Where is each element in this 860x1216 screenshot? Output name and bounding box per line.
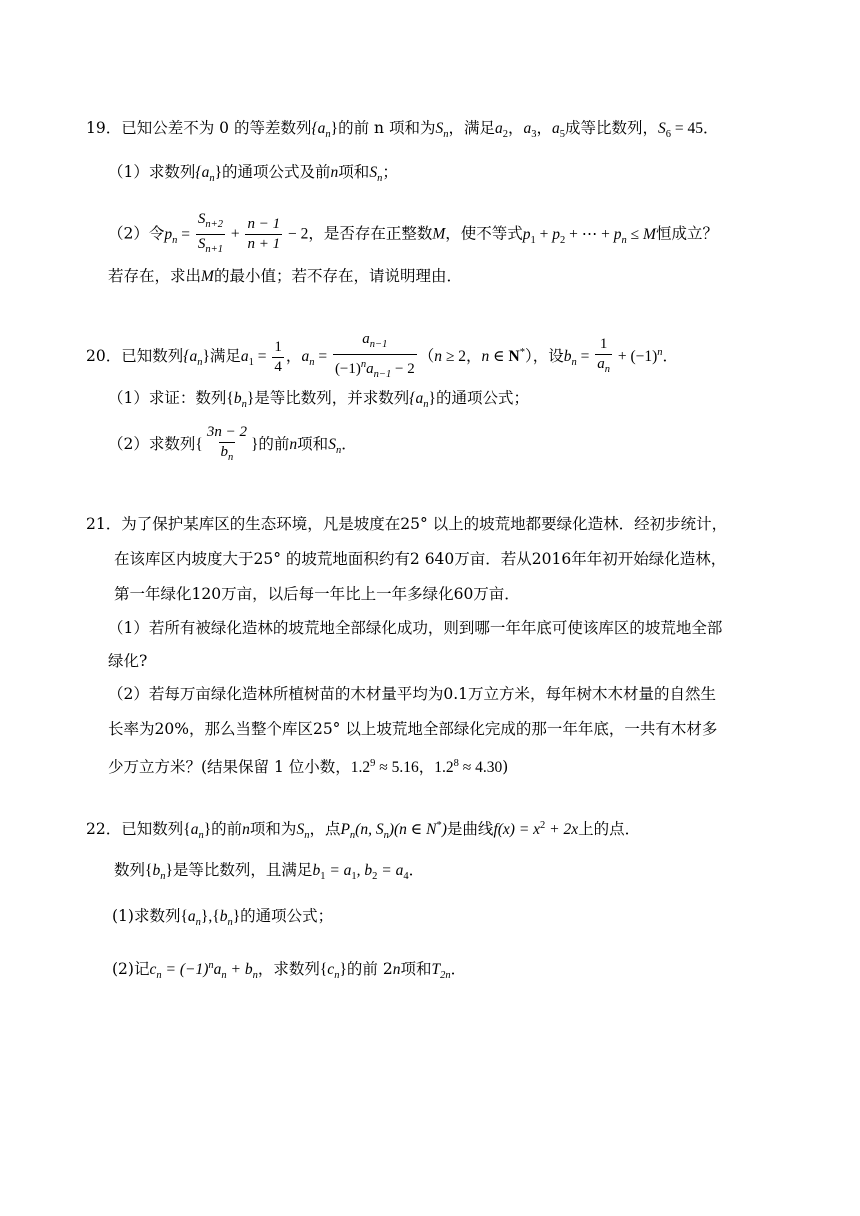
math: $S_n$ [328,436,342,456]
math: n ∈ N* [481,347,525,365]
problem-20-q2: （2）求数列{ $\frac{3n - 2}{b_n}$ }的前n项和$S_n$． [108,422,357,473]
text: ，使不等式 [445,224,523,243]
problem-22-q1 [112,904,333,935]
math: $S_6 = 45$ [658,120,704,140]
math: $b_n$ = [563,348,594,368]
text: ，是否存在正整数 [308,224,433,243]
text: 的最小值；若不存在，请说明理由． [213,267,462,285]
problem-22-line1 [86,814,640,848]
math: $c_n = (-1)^na_n + b_n$ [149,960,258,981]
math: n [242,821,250,838]
text: （2）求数列 [108,435,196,453]
text: 是等比数列，并求数列 [254,389,410,407]
math: $a_3$ [523,120,537,140]
text: ，点 [309,820,341,838]
math: $a_2$ [494,120,508,140]
math: $f(x) = x^2 + 2x$ [493,820,579,838]
text: 成等比数列， [565,119,659,137]
text: （2）若每万亩绿化造林所植树苗的木材量平均为0.1万立方米，每年树木木材量的自然生 [108,685,717,703]
fraction: $\frac{3n - 2}{b_n}$ [205,423,249,467]
math: $\{a_n\}$ [183,348,210,368]
math: n [289,436,298,453]
math: $\{a_n\},\{b_n\}$ [180,908,241,928]
math: $S_n$ [369,164,383,184]
text: (2)记 [112,960,150,978]
math: n [330,164,339,181]
text: 满足 [209,347,241,365]
problem-19-line1: 19．已知公差不为 0 的等差数列$\{a_n\}$的前 n 项和为$S_n$，满足$a_2$，$a_3$，$a_5$成等比数列，$S_6 = 45$． [86,119,719,140]
math: $\{c_n\}$ [319,961,347,981]
text: 的通项公式； [240,907,334,925]
math: $\{b_n\}$ [226,390,255,410]
problem-21-line2 [114,547,726,571]
problem-21-q1-line2 [108,649,147,673]
text: ，求数列 [257,960,320,978]
problem-21-q2-line2 [108,717,717,741]
math: $S_n$ [296,821,310,841]
text: 上的点． [578,820,641,838]
fraction: $\frac{S_{n+2}}{S_{n+1}}$ [196,210,225,259]
text: 数列 [114,861,146,879]
math: n [392,961,401,978]
math: $\{b_n\}$ [145,862,173,882]
text: （2）令 [108,224,165,243]
fraction: $\frac{a_{n-1}}{(-1)^na_{n-1} - 2}$ [333,330,417,384]
problem-19-q2: （2）令$p_n$ = $\frac{S_{n+2}}{S_{n+1}}$ + $\frac{n - 1}{n + 1}$ − 2，是否存在正整数M，使不等式$p_1 + p_2$ + ⋯ + $p_n \le M$恒成立？ [108,210,718,263]
text: 少万立方米？(结果保留 1 位小数， [108,758,351,776]
problem-19-q2-line2 [108,264,462,289]
text: （1）求证：数列 [108,389,227,407]
problem-21-q2-line1 [108,682,716,706]
math: $1.2^9 \approx 5.16$，$1.2^8 \approx 4.30$ [350,758,503,776]
fraction: $\frac{1}{a_n}$ [595,335,612,379]
math: $P_n(n$, $S_n)(n$ ∈ N*) [340,820,447,841]
problem-19-q1: （1）求数列$\{a_n\}$的通项公式及前n项和$S_n$； [108,163,398,184]
text: 若存在，求出 [108,267,202,285]
text: 的前 n 项和为 [338,119,436,137]
math: M [432,225,446,243]
math: $\{a_n\}$ [311,120,339,140]
problem-20-line1: 20．已知数列$\{a_n\}$满足$a_1$ = $\frac{1}{4}$ ，$a_n$ = $\frac{a_{n-1}}{(-1)^na_{n-1} - 2}$ （n ≥ 2，n ∈ N*），设$b_n$ = $\frac{1}{a_n}$ + $(-1)^n$． [86,330,678,385]
math: $p_1 + p_2$ + ⋯ + $p_n \le M$ [522,225,656,246]
text: 在该库区内坡度大于25° 的坡荒地面积约有2 640万亩．若从2016年年初开始绿化造林， [114,550,727,568]
text: 恒成立？ [655,224,718,243]
problem-number: 21． [86,515,122,533]
text: 的前 [258,435,290,453]
text: 已知公差不为 0 的等差数列 [121,119,312,137]
text: 是等比数列，且满足 [172,861,313,879]
problem-number: 19． [86,119,122,137]
text: 已知数列 [121,347,184,365]
text: 第一年绿化120万亩，以后每一年比上一年多绿化60万亩． [114,585,520,603]
problem-22-line2: 数列$\{b_n\}$是等比数列，且满足$b_1 = a_1$, $b_2 = a_4$． [114,861,425,882]
problem-21-q2-line3: 少万立方米？(结果保留 1 位小数，$1.2^9 \approx 5.16$，$1.2^8 \approx 4.30$) [108,758,509,776]
text: 已知数列 [121,820,184,838]
math: $a_5$ [552,120,565,140]
text: 绿化? [108,652,148,670]
text: 长率为20%，那么当整个库区25° 以上坡荒地全部绿化完成的那一年年底，一共有木材多 [108,720,718,738]
math: $a_1$ = [240,348,271,368]
text: 是曲线 [446,820,494,838]
text: 项和 [400,960,432,978]
fraction: $\frac{1}{4}$ [274,338,282,375]
math: M [201,268,214,285]
problem-22-q2: (2)记$c_n = (-1)^na_n + b_n$，求数列$\{c_n\}$的前 2n项和$T_{2n}$． [112,960,467,981]
math: $\{a_n\}$ [409,390,436,410]
text: （1）若所有被绿化造林的坡荒地全部绿化成功，则到哪一年年底可使该库区的坡荒地全部 [108,619,723,637]
problem-number: 20． [86,347,122,365]
text: （1）求数列 [108,163,196,181]
fraction: $\frac{n - 1}{n + 1}$ [247,216,281,252]
math: $S_n$ [435,120,449,140]
problem-21-q1-line1 [108,616,722,640]
text: 项和为 [249,820,297,838]
math: $b_1 = a_1$, $b_2 = a_4$ [312,862,409,882]
text: 项和 [297,435,329,453]
text: 的前 2 [346,960,393,978]
problem-21-line3 [114,582,520,606]
math: + $(-1)^n$ [613,347,663,365]
problem-20-q1 [108,386,529,417]
math: $a_n$ = [301,348,331,368]
math: $T_{2n}$ [431,961,451,981]
text: 项和 [338,163,370,181]
text: ，满足 [448,119,495,137]
text: (1)求数列 [112,907,181,925]
text: 为了保护某库区的生态环境，凡是坡度在25° 以上的坡荒地都要绿化造林．经初步统计， [121,515,728,533]
math: $\{a_n\}$ [195,164,223,184]
math: n ≥ 2 [434,348,466,365]
text: 的通项公式及前 [222,163,331,181]
problem-number: 22． [86,820,122,838]
math: $\{a_n\}$ [183,821,212,841]
text: 的通项公式； [435,389,529,407]
math: $p_n$ = [164,225,194,246]
problem-21-line1 [86,512,727,536]
text: 的前 [211,820,243,838]
